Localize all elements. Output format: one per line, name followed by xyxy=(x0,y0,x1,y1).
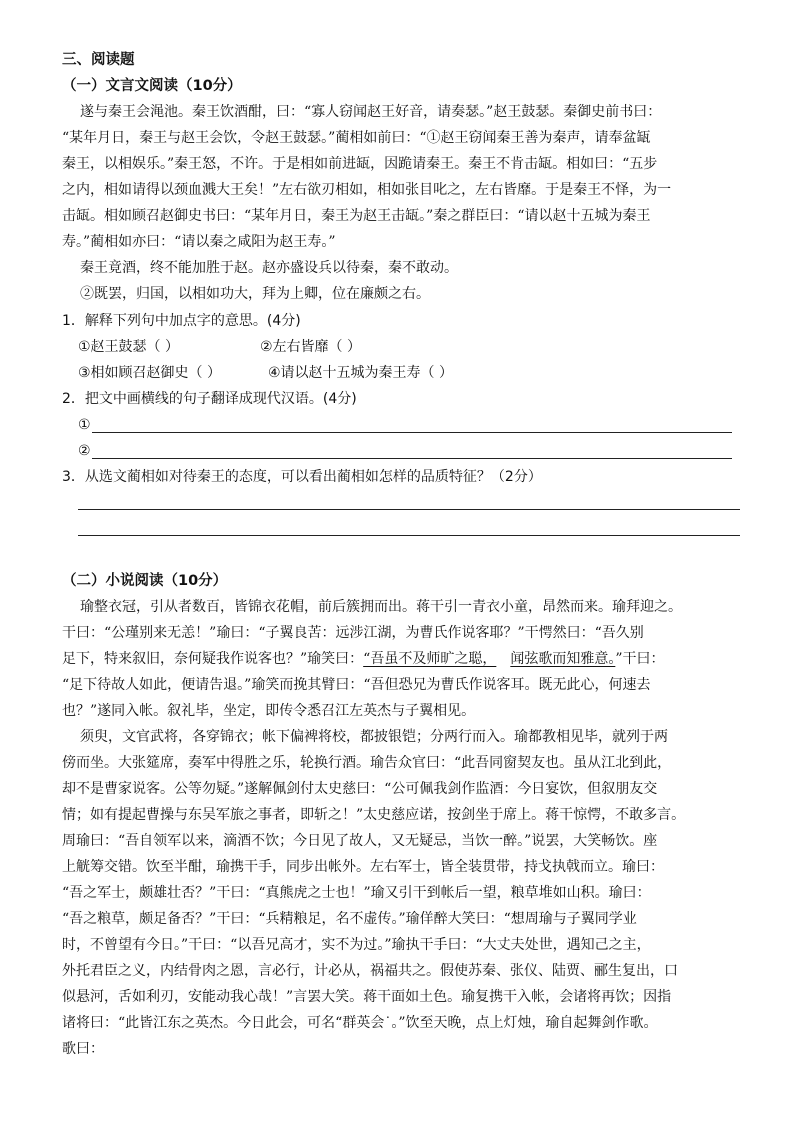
passage1-line: “某年月日，秦王与赵王会饮，令赵王鼓瑟。”蔺相如前曰：“①赵王窃闻秦王善为秦声，请奉盆缻 xyxy=(62,130,651,146)
part2-title: （二）小说阅读（10分） xyxy=(62,573,228,589)
question-2-stem: 2．把文中画横线的句子翻译成现代汉语。(4分) xyxy=(62,391,357,407)
answer-marker-2: ② xyxy=(78,443,91,459)
passage2-line: 须臾，文官武将，各穿锦衣；帐下偏裨将校，都披银铠；分两行而入。瑜都教相见毕，就列于两 xyxy=(80,729,668,745)
passage2-line: “足下待故人如此，便请告退。”瑜笑而挽其臂曰：“吾但恐兄为曹氏作说客耳。既无此心，何速去 xyxy=(62,677,651,693)
passage2-line: 情；如有提起曹操与东吴军旅之事者，即斩之！”太史慈应诺，按剑坐于席上。蒋干惊愕，不敢多言。 xyxy=(62,807,686,823)
passage1-line: 遂与秦王会渑池。秦王饮酒酣，曰：“寡人窃闻赵王好音，请奏瑟。”赵王鼓瑟。秦御史前书曰： xyxy=(80,104,662,120)
question-1-stem: 1．解释下列句中加点字的意思。(4分) xyxy=(62,313,301,329)
answer-line[interactable] xyxy=(78,535,740,536)
passage2-line: 周瑜曰：“吾自领军以来，滴酒不饮；今日见了故人，又无疑忌，当饮一醉。”说罢，大笑畅饮。座 xyxy=(62,833,658,849)
underlined-sentence: 闻弦歌而知雅意。 xyxy=(510,651,616,667)
underlined-sentence: “吾虽不及师旷之聪， xyxy=(363,651,497,667)
passage1-line: 之内，相如请得以颈血溅大王矣！”左右欲刃相如，相如张目叱之，左右皆靡。于是秦王不怿，为一 xyxy=(62,182,672,198)
question-1-item-c: ③相如顾召赵御史（ ） xyxy=(78,365,222,381)
passage2-line: 诸将曰：“此皆江东之英杰。今日此会，可名“群英会˙。”饮至天晚，点上灯烛，瑜自起舞剑作歌。 xyxy=(62,1015,658,1031)
passage2-line: 时，不曾望有今日。”干曰：“以吾兄高才，实不为过。”瑜执干手曰：“大丈夫处世，遇知己之主， xyxy=(62,937,651,953)
passage1-line: 击缻。相如顾召赵御史书曰：“某年月日，秦王为赵王击缻。”秦之群臣曰：“请以赵十五城为秦王 xyxy=(62,208,651,224)
passage2-line: “吾之军士，颇雄壮否？”干曰：“真熊虎之士也！”瑜又引干到帐后一望，粮草堆如山积。瑜曰： xyxy=(62,885,651,901)
passage2-line: 似悬河，舌如利刃，安能动我心哉！”言罢大笑。蒋干面如土色。瑜复携干入帐，会诸将再饮；因指 xyxy=(62,989,672,1005)
passage2-line: 歌曰： xyxy=(62,1041,104,1057)
answer-marker-1: ① xyxy=(78,417,91,433)
part1-title: （一）文言文阅读（10分） xyxy=(62,78,242,94)
passage2-text: 足下，特来叙旧，奈何疑我作说客也？”瑜笑曰： xyxy=(62,651,364,667)
question-3-stem: 3．从选文蔺相如对待秦王的态度，可以看出蔺相如怎样的品质特征？（2分） xyxy=(62,469,542,485)
passage2-line: 傍而坐。大张筵席，奏军中得胜之乐，轮换行酒。瑜告众官曰：“此吾同窗契友也。虽从江北到此， xyxy=(62,755,672,771)
passage2-line: 也？”遂同入帐。叙礼毕，坐定，即传令悉召江左英杰与子翼相见。 xyxy=(62,703,476,719)
passage2-line: 上觥筹交错。饮至半酣，瑜携干手，同步出帐外。左右军士，皆全装贯带，持戈执戟而立。瑜曰： xyxy=(62,859,664,875)
passage2-line: 干曰：“公瑾别来无恙！”瑜曰：“子翼良苦：远涉江湖，为曹氏作说客耶？”干愕然曰：“吾久别 xyxy=(62,625,644,641)
question-1-item-b: ②左右皆靡（ ） xyxy=(260,339,362,355)
question-1-item-a: ①赵王鼓瑟（ ） xyxy=(78,339,180,355)
passage1-line: 秦王，以相娱乐。”秦王怒，不许。于是相如前进缻，因跪请秦王。秦王不肯击缻。相如曰：“五步 xyxy=(62,156,658,172)
question-1-item-d: ④请以赵十五城为秦王寿（ ） xyxy=(268,365,454,381)
passage2-line: 却不是曹家说客。公等勿疑。”遂解佩剑付太史慈曰：“公可佩我剑作监酒：今日宴饮，但叙朋友交 xyxy=(62,781,658,797)
passage1-line: 寿。”蔺相如亦曰：“请以秦之咸阳为赵王寿。” xyxy=(62,234,336,250)
answer-line[interactable] xyxy=(92,432,732,433)
answer-line[interactable] xyxy=(92,458,732,459)
passage1-line: 秦王竟酒，终不能加胜于赵。赵亦盛设兵以待秦，秦不敢动。 xyxy=(80,260,458,276)
passage1-line: ②既罢，归国，以相如功大，拜为上卿，位在廉颇之右。 xyxy=(80,286,430,302)
passage2-text: ”干曰： xyxy=(615,651,665,667)
passage2-line: 外托君臣之义，内结骨肉之恩，言必行，计必从，祸福共之。假使苏秦、张仪、陆贾、郦生复出，口 xyxy=(62,963,678,979)
passage2-line: “吾之粮草，颇足备否？”干曰：“兵精粮足，名不虚传。”瑜佯醉大笑曰：“想周瑜与子翼同学业 xyxy=(62,911,637,927)
section-title: 三、阅读题 xyxy=(62,52,135,68)
passage2-line xyxy=(62,649,665,669)
answer-line[interactable] xyxy=(78,509,740,510)
passage2-line: 瑜整衣冠，引从者数百，皆锦衣花帽，前后簇拥而出。蒋干引一青衣小童，昂然而来。瑜拜迎之。 xyxy=(80,599,682,615)
